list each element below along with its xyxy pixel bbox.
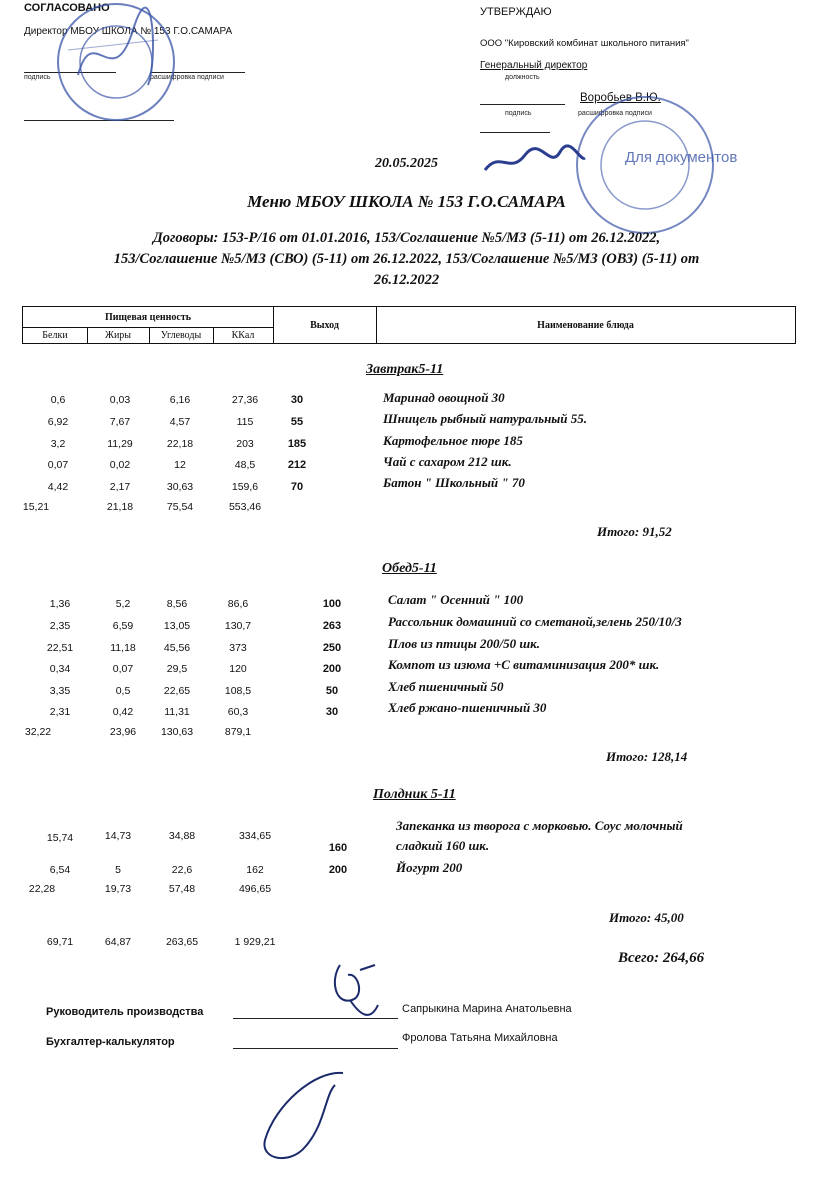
dish-name: Йогурт 200 xyxy=(396,860,463,875)
approval-left-title: СОГЛАСОВАНО xyxy=(24,2,110,14)
school-stamp xyxy=(38,0,188,140)
stamp-text: Для документов xyxy=(625,149,738,166)
approval-right-name: Воробьев В.Ю. xyxy=(580,92,661,104)
approval-right-position: Генеральный директор xyxy=(480,60,588,71)
header-proteins: Белки xyxy=(42,329,68,341)
dish-name: Хлеб пшеничный 50 xyxy=(388,679,504,694)
approval-right-org: ООО "Кировский комбинат школьного питания" xyxy=(480,38,689,49)
section-total: Итого: 45,00 xyxy=(609,910,684,925)
signature-name-production: Сапрыкина Марина Анатольевна xyxy=(402,1003,572,1015)
contracts-line-3: 26.12.2022 xyxy=(373,272,440,288)
dish-name: Чай с сахаром 212 шк. xyxy=(383,454,512,469)
section-title-snack: Полдник 5-11 xyxy=(373,787,456,802)
dish-name: Хлеб ржано-пшеничный 30 xyxy=(388,700,547,715)
signature-name-accountant: Фролова Татьяна Михайловна xyxy=(402,1032,558,1044)
dish-name: Рассольник домашний со сметаной,зелень 250/10/3 xyxy=(388,614,682,629)
header-carbs: Углеводы xyxy=(160,329,202,341)
approval-left-caption-name: расшифровка подписи xyxy=(150,74,224,81)
dish-name: Салат " Осенний " 100 xyxy=(388,592,524,607)
dish-name: Маринад овощной 30 xyxy=(383,390,505,405)
approval-right-caption-position: должность xyxy=(505,74,540,81)
grand-total: Всего: 264,66 xyxy=(618,950,705,966)
page-title: Меню МБОУ ШКОЛА № 153 Г.О.САМАРА xyxy=(247,192,566,211)
signature-role-accountant: Бухгалтер-калькулятор xyxy=(46,1036,175,1048)
dish-name: Компот из изюма +С витаминизация 200* шк. xyxy=(388,657,660,672)
header-kcal: ККал xyxy=(231,329,255,341)
dish-name: Запеканка из творога с морковью. Соус молочный xyxy=(396,818,683,833)
section-title-breakfast: Завтрак5-11 xyxy=(366,362,444,377)
menu-date: 20.05.2025 xyxy=(375,156,438,171)
header-yield: Выход xyxy=(310,319,339,331)
header-nutrition: Пищевая ценность xyxy=(104,311,192,323)
accountant-signature xyxy=(255,1065,365,1170)
approval-right-title: УТВЕРЖДАЮ xyxy=(480,6,552,18)
dish-name: Батон " Школьный " 70 xyxy=(383,475,525,490)
section-total: Итого: 91,52 xyxy=(597,524,672,539)
section-total: Итого: 128,14 xyxy=(606,749,688,764)
contracts-line-2: 153/Соглашение №5/МЗ (СВО) (5-11) от 26.12.2022, 153/Соглашение №5/МЗ (ОВЗ) (5-11) от xyxy=(113,251,700,267)
contracts-line-1: Договоры: 153-Р/16 от 01.01.2016, 153/Соглашение №5/МЗ (5-11) от 26.12.2022, xyxy=(152,230,661,246)
table-header xyxy=(22,306,796,344)
section-title-lunch: Обед5-11 xyxy=(382,561,437,576)
header-dish: Наименование блюда xyxy=(537,319,634,331)
approval-left-position: Директор МБОУ ШКОЛА № 153 Г.О.САМАРА xyxy=(24,26,233,37)
approval-left-caption-sign: подпись xyxy=(24,74,51,81)
approval-right-caption-sign: подпись xyxy=(505,110,532,117)
dish-name: Картофельное пюре 185 xyxy=(383,433,523,448)
production-head-signature xyxy=(320,960,400,1030)
dish-name: Шницель рыбный натуральный 55. xyxy=(383,411,588,426)
approval-right-caption-name: расшифровка подписи xyxy=(578,110,652,117)
header-fats: Жиры xyxy=(104,329,132,341)
dish-name-continued: сладкий 160 шк. xyxy=(396,838,490,853)
dish-name: Плов из птицы 200/50 шк. xyxy=(388,636,540,651)
signature-role-production: Руководитель производства xyxy=(46,1006,204,1018)
